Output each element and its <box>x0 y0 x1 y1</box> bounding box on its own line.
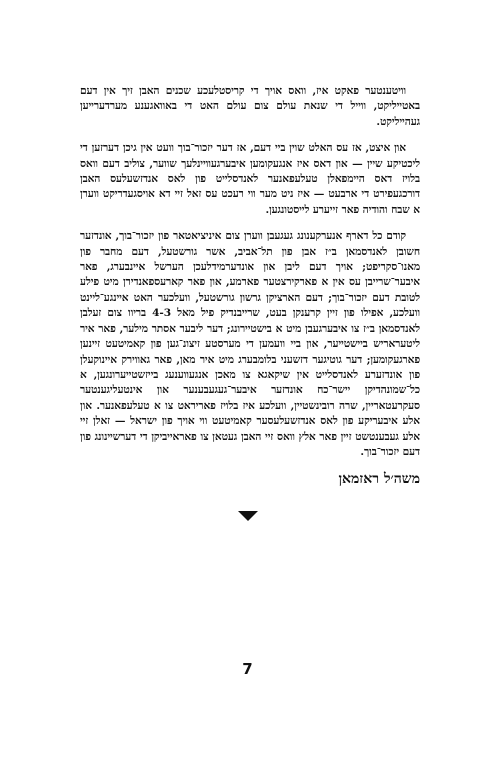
triangle-ornament-icon <box>238 511 258 521</box>
author-signature: משה׳ל ראזמאן <box>338 471 420 488</box>
page-number: 7 <box>242 660 253 678</box>
paragraph-2: און איצט, אז עס האלט שוין ביי דעם, אז דער יזכור־בוך וועט אין גיכן דערזען די ליכטיקע שיין — און דאס איז אנגעקומען איבערגעוויינלעך שווער, צוליב דעם וואס בלויז דאס היימפאלן טעלעפאנער לאנדסלייט פון לאס אנדזשעלעס האבן דורכגעפירט די ארבעט — איז ניט מער ווי רעכט עס זאל זיי דא אויסגעדריקט ווערן א שבח והודיה פאר זייערע לייסטונגען. <box>80 142 420 216</box>
body-text <box>80 84 420 488</box>
paragraph-1: וויטענטער פאקט איז, וואס אויך די קריסטלעכע שכנים האבן זיך אין דעם באטייליקט, ווייל די שנאת עולם צום עולם האט די באוואגענע מערדערייען געהייליקט. <box>80 85 420 128</box>
paragraph-3: קודם כל דארף אנערקענונג געגעבן ווערן צום איניציאטאר פון יזכור־בוך, אונדזער חשובן לאנדסמאן ב״ז אבן פון תל־אביב, אשר גורשטעל, דעם מחבר פון מאנו־סקריפט; אויך דעם ליבן און אונדערמידלעכן הערשל איינבערג, פאר איבער־שרייבן עס אין א פארקירצטער פארמע, און פאר קארעספאנדירן מיט פילע לטובת דעם יזכור־בוך; דעם הארציקן גרשון גורשטעל, וועלכער האט איינגע־ליינט וועלכע, אפילו פון זיין קרענקן בעט, שרייבנדיק פיל מאל 4-3 בריוו צום זעלבן לאנדסמאן ב״ז צו איבערגעבן מיט א בישטיירונג; דער ליבער אסתר מילער, פאר איר ליטעראריש ביישטייער, און ביי וועמען די מערסטע זיצונ־גען פון קאמיטעט זיינען פארגעקומען; דער גוטיגער דזשעני בלומבערג מיט איר מאן, פאר גאווירק איינוקעלן פון אונדזערע לאנדסלייט אין שיקאגא צו מאכן אנגעווענעג בייזשטייערונגען, א כל־שמונהדיקן יישר־כח אונדזער איבער־געגעבענער און אינטעליגענטער סעקרעטאריין, שרה רובינשטיין, וועלכע איז בלויז פאריראט צו א טעלעפאנער. און אלע איבעריקע פון לאס אנדזשעלעסער קאמיטעט ווי אויך פון ישראל — זאלן זיי אלע געבענטשט זיין פאר אלץ וואס זיי האבן געטאן צו פאראייביקן די דערשיינונג פון דעם יזכור־בוך. <box>80 230 420 458</box>
